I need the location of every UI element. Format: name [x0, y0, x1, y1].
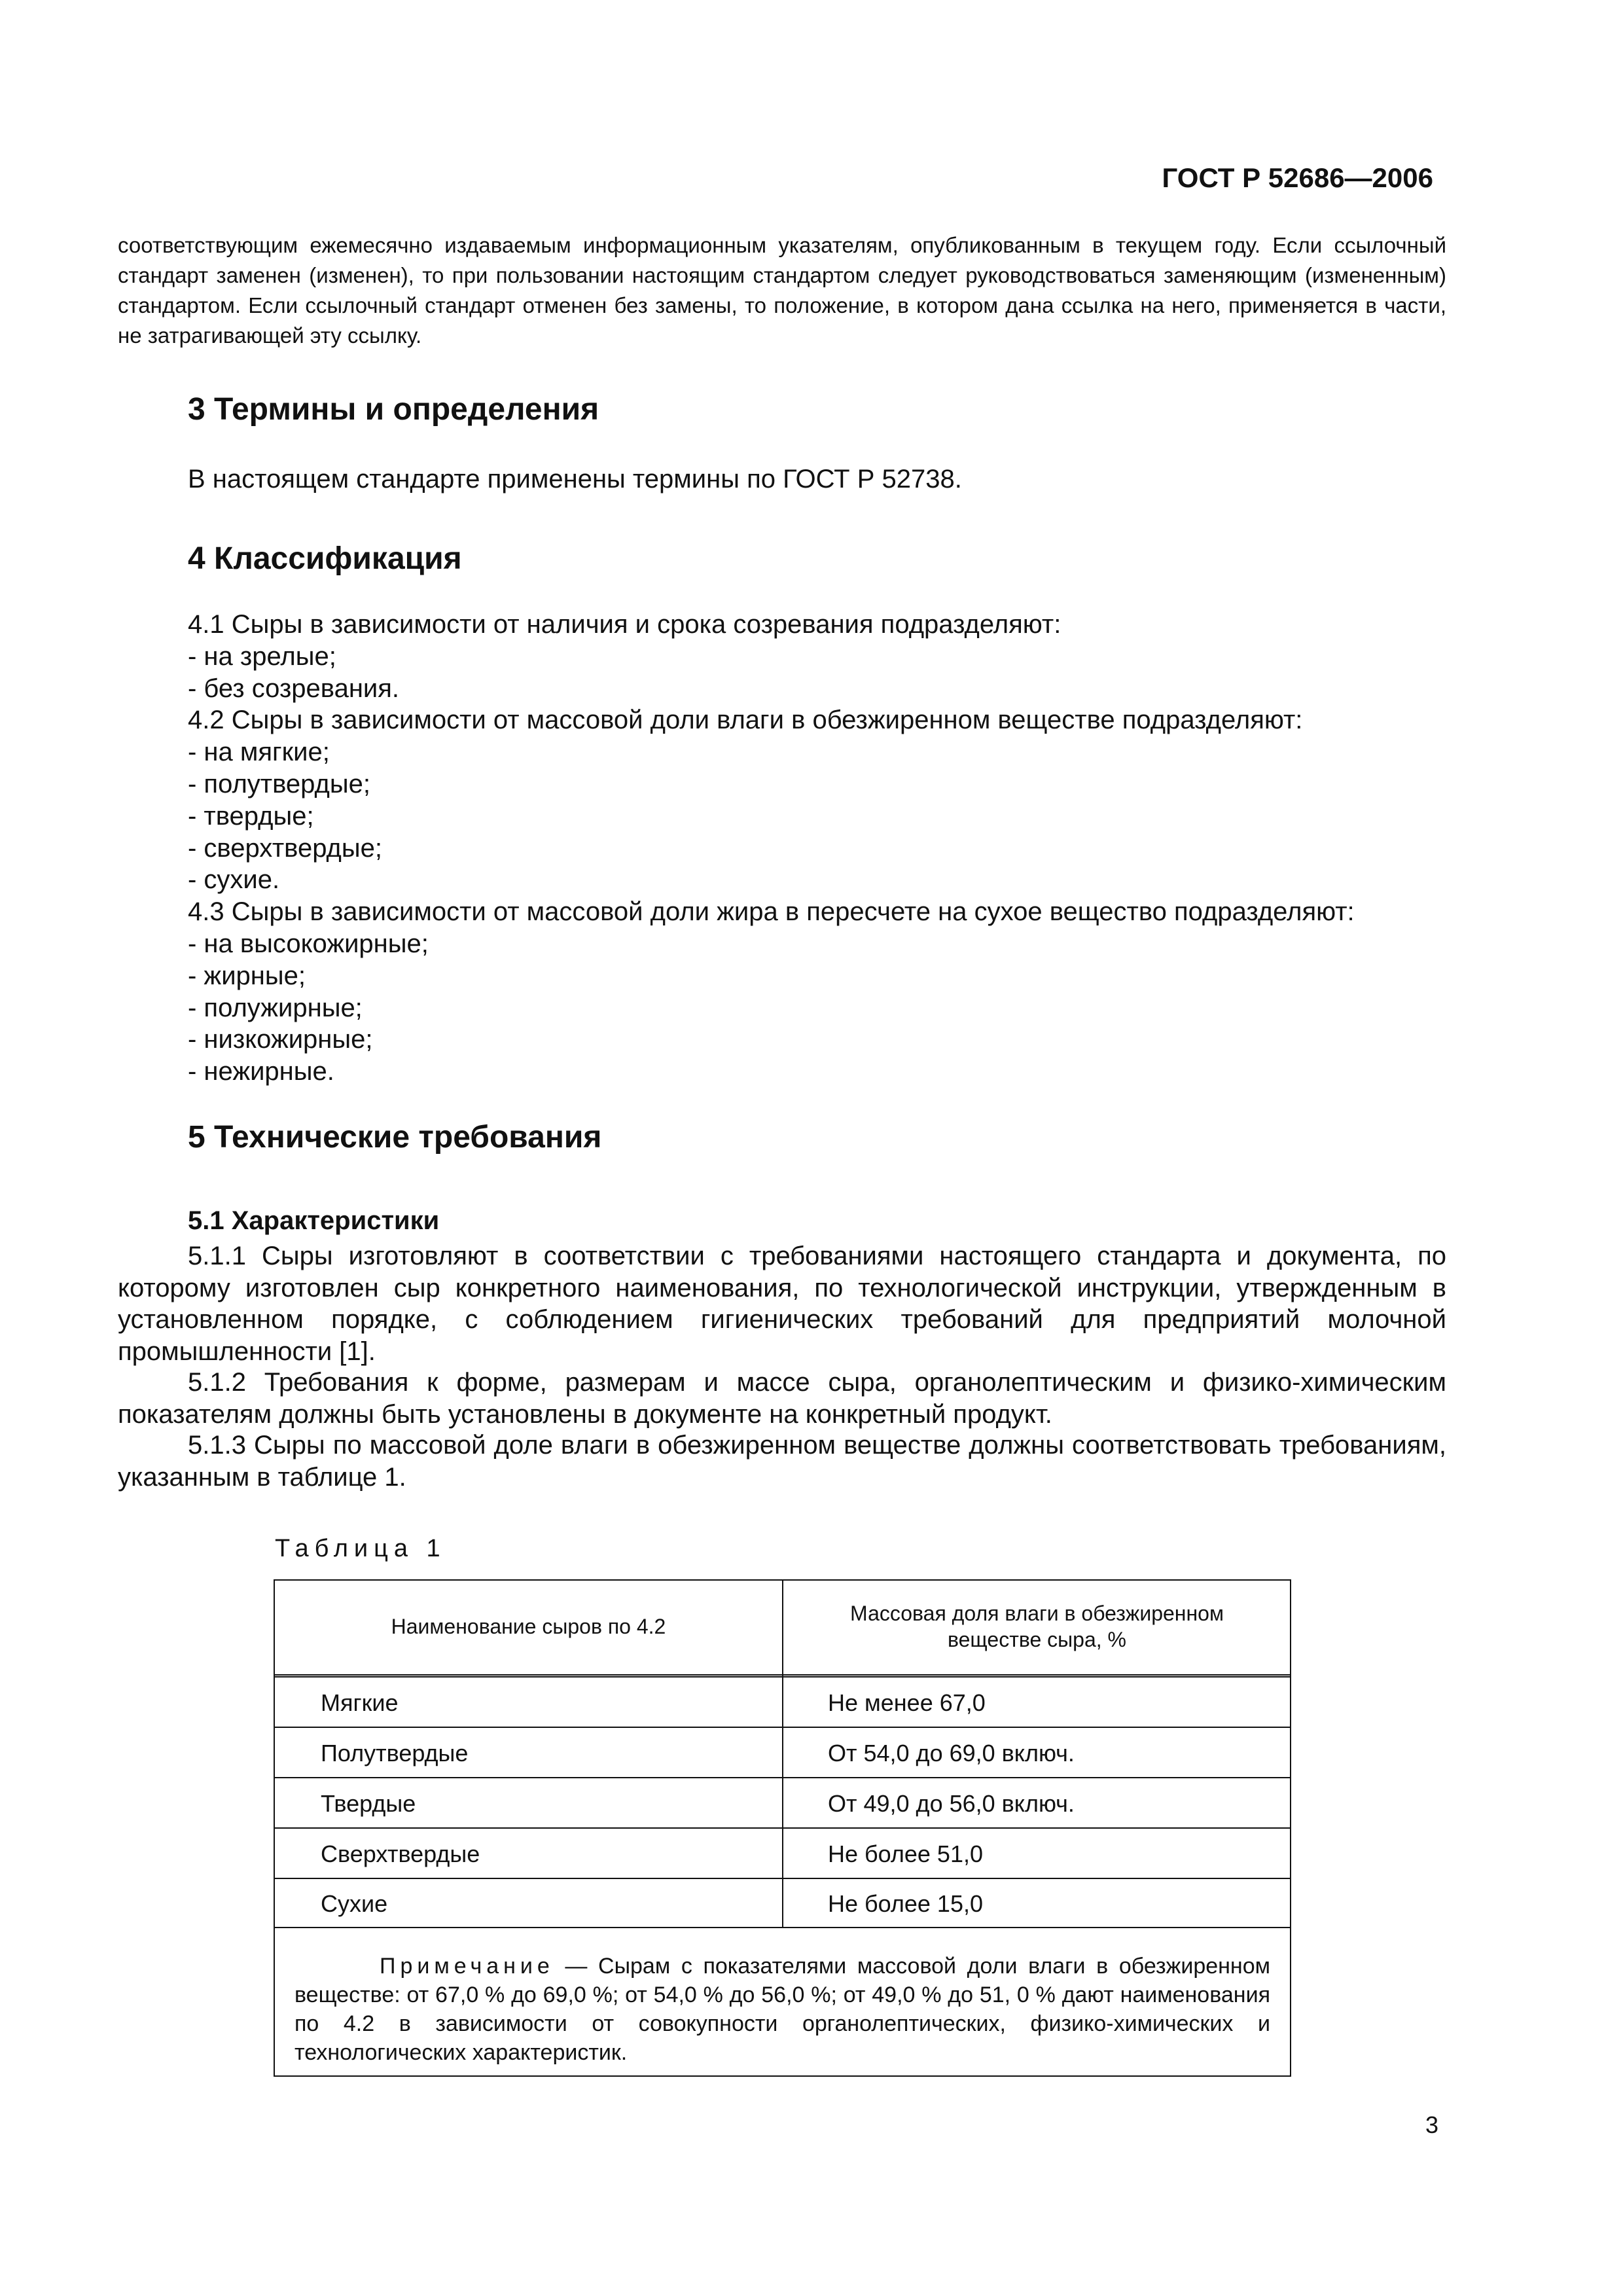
moisture-value-cell: От 49,0 до 56,0 включ. — [828, 1790, 1075, 1817]
table-note-label: Примечание — [380, 1954, 554, 1979]
section-3-heading: 3 Термины и определения — [188, 392, 599, 427]
table-note — [275, 1928, 1290, 2067]
list-item: 4.3 Сыры в зависимости от массовой доли жира в пересчете на сухое вещество подразделяют: — [188, 897, 1355, 927]
moisture-value-cell: Не менее 67,0 — [828, 1689, 986, 1716]
column-header-moisture — [783, 1600, 1291, 1653]
classification-list — [188, 609, 1355, 1088]
list-item: - полужирные; — [188, 993, 363, 1022]
moisture-value-cell: Не более 15,0 — [828, 1890, 983, 1917]
intro-paragraph: соответствующим ежемесячно издаваемым информационным указателям, опубликованным в текущем году. Если ссылочный стандарт заменен (изменен), то при пользовании настоящим стандартом следует руководствоваться заменяющим (измененным) стандартом. Если ссылочный стандарт отменен без замены, то положение, в котором дана ссылка на него, применяется в части, не затрагивающей эту ссылку. — [118, 233, 1446, 348]
table-note-text: — Сырам с показателями массовой доли влаги в обезжиренном веществе: от 67,0 % до 69,0 %; от 54,0 % до 56,0 %; от 49,0 % до 51, 0 % дают наименования по 4.2 в зависимости от совокупности органолептических, физико-химических и технологических характеристик. — [294, 1954, 1270, 2065]
subsection-5-1-heading: 5.1 Характеристики — [188, 1206, 440, 1235]
cheese-type-cell: Мягкие — [321, 1689, 399, 1716]
section-4-heading: 4 Классификация — [188, 541, 462, 576]
cheese-type-cell: Сухие — [321, 1890, 388, 1917]
list-item: - на мягкие; — [188, 738, 330, 767]
cheese-type-cell: Полутвердые — [321, 1740, 469, 1767]
list-item: - без созревания. — [188, 673, 400, 703]
list-item: - жирные; — [188, 961, 306, 990]
list-item: 4.1 Сыры в зависимости от наличия и срока созревания подразделяют: — [188, 610, 1061, 639]
section-5-heading: 5 Технические требования — [188, 1120, 602, 1155]
section-3-text: В настоящем стандарте применены термины по ГОСТ Р 52738. — [188, 465, 962, 493]
moisture-value-cell: Не более 51,0 — [828, 1840, 983, 1867]
table-caption: Таблица 1 — [275, 1535, 446, 1562]
list-item: - на зрелые; — [188, 641, 336, 671]
page-number: 3 — [1425, 2111, 1438, 2138]
column-header-name: Наименование сыров по 4.2 — [391, 1615, 666, 1638]
document-id-header: ГОСТ Р 52686—2006 — [1162, 162, 1433, 193]
list-item: 4.2 Сыры в зависимости от массовой доли влаги в обезжиренном веществе подразделяют: — [188, 706, 1303, 735]
paragraph-5-1-1-text: 5.1.1 Сыры изготовляют в соответствии с требованиями настоящего стандарта и документа, по которому изготовлен сыр конкретного наименования, по технологической инструкции, утвержденным в установленном порядке, с соблюдением гигиенических требований для предприятий молочной промышленности [1]. — [118, 1242, 1446, 1366]
paragraph-5-1-3-text: 5.1.3 Сыры по массовой доле влаги в обезжиренном веществе должны соответствовать требованиям, указанным в таблице 1. — [118, 1431, 1446, 1492]
column-divider — [782, 1581, 783, 1928]
list-item: - нежирные. — [188, 1057, 334, 1086]
paragraph-5-1-2 — [118, 1367, 1446, 1430]
list-item: - низкожирные; — [188, 1025, 373, 1054]
list-item: - сухие. — [188, 865, 280, 895]
moisture-value-cell: От 54,0 до 69,0 включ. — [828, 1740, 1075, 1767]
paragraph-5-1-3 — [118, 1429, 1446, 1493]
list-item: - на высокожирные; — [188, 929, 429, 958]
cheese-type-cell: Твердые — [321, 1790, 416, 1817]
column-header-moisture-line2: веществе сыра, % — [947, 1628, 1126, 1651]
cheese-type-cell: Сверхтвердые — [321, 1840, 480, 1867]
paragraph-5-1-1 — [118, 1240, 1446, 1367]
list-item: - полутвердые; — [188, 769, 370, 798]
paragraph-5-1-2-text: 5.1.2 Требования к форме, размерам и массе сыра, органолептическим и физико-химическим показателям должны быть установлены в документе на конкретный продукт. — [118, 1368, 1446, 1429]
list-item: - твердые; — [188, 801, 314, 831]
column-header-moisture-line1: Массовая доля влаги в обезжиренном — [850, 1602, 1224, 1625]
moisture-table — [274, 1579, 1291, 2077]
list-item: - сверхтвердые; — [188, 833, 382, 863]
